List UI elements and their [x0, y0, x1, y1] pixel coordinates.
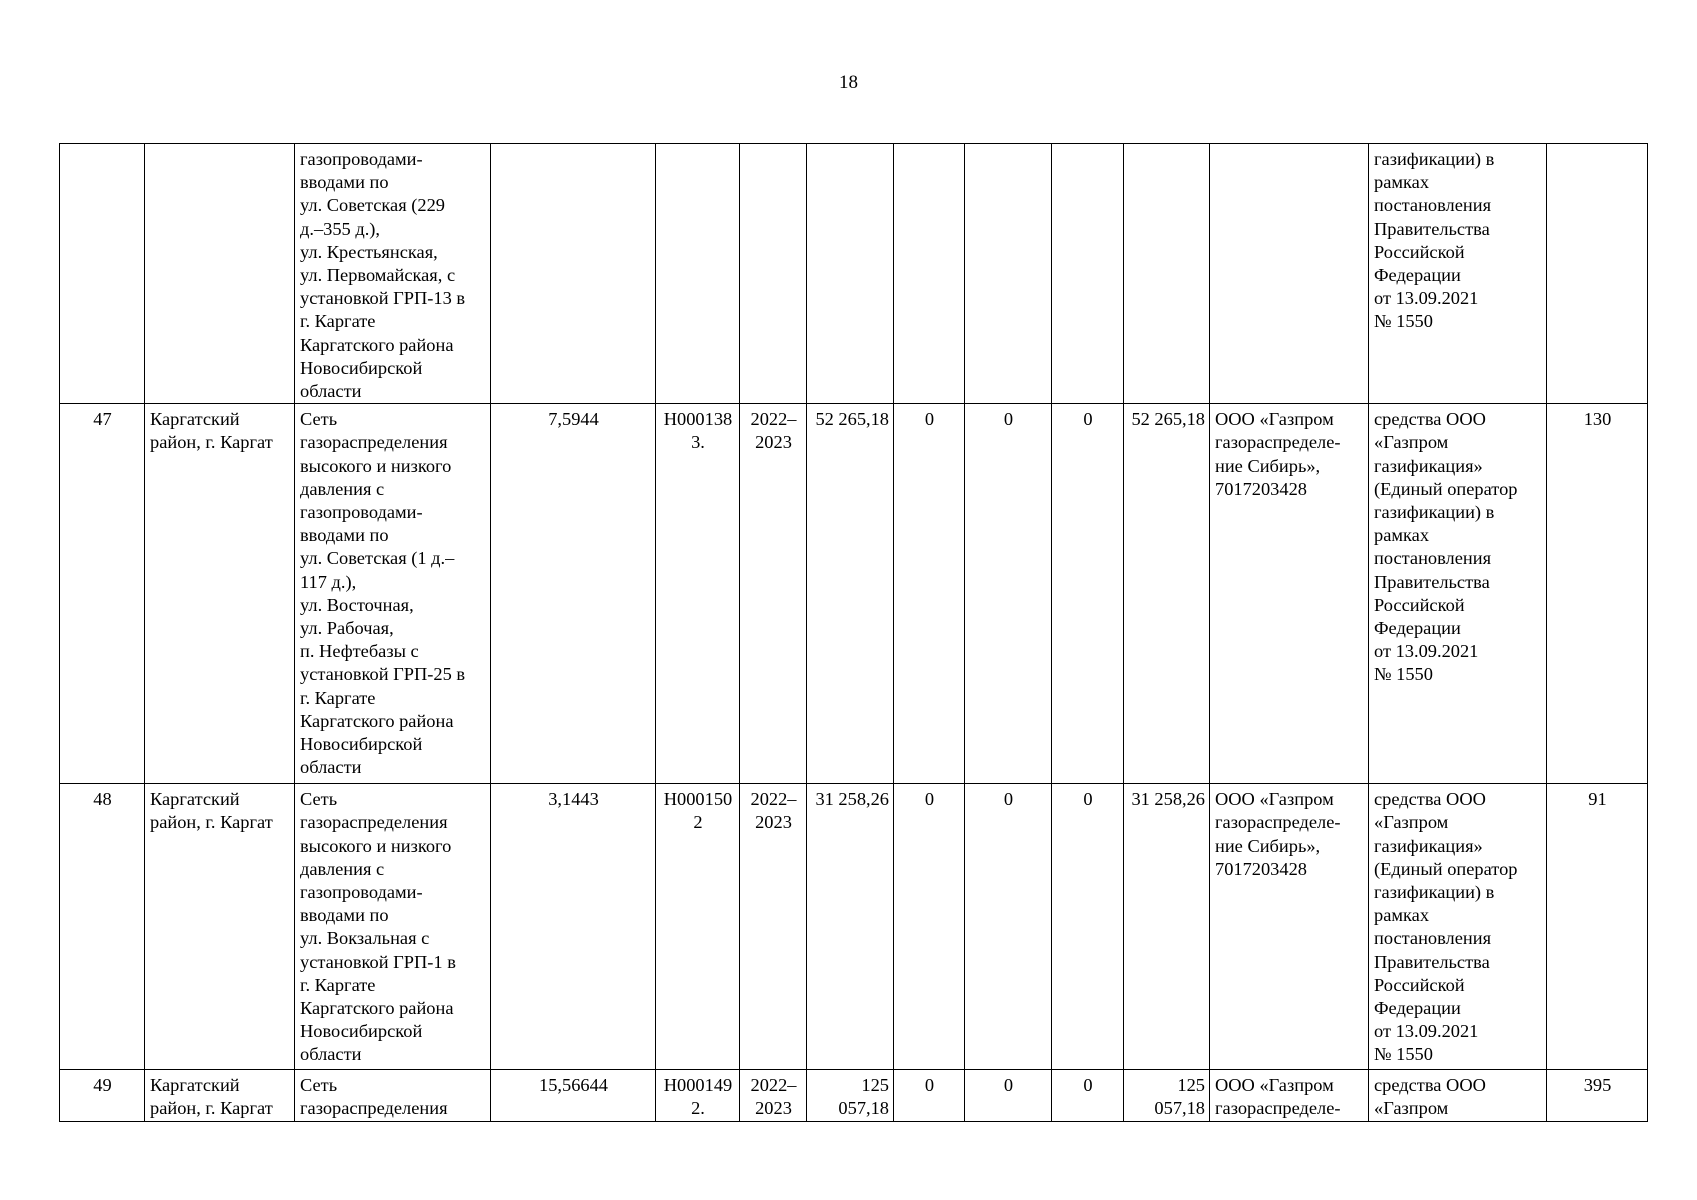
row-number-cell: 47 [60, 404, 145, 784]
page-number: 18 [839, 72, 858, 93]
table-row [60, 784, 1648, 1070]
gasification-table [59, 143, 1648, 1122]
district-cell: Каргатский район, г. Каргат [145, 1070, 295, 1122]
length-cell: 7,5944 [491, 404, 656, 784]
object-name-cell: Сеть газораспределения [295, 1070, 491, 1122]
value-cell-2: 0 [965, 784, 1052, 1070]
value-cell-4: 31 258,26 [1124, 784, 1210, 1070]
row-number-cell: 48 [60, 784, 145, 1070]
period-cell: 2022– 2023 [740, 1070, 807, 1122]
funding-source-cell: средства ООО «Газпром [1369, 1070, 1547, 1122]
length-cell [491, 144, 656, 404]
code-cell: Н000149 2. [656, 1070, 740, 1122]
object-name-cell: Сеть газораспределения высокого и низкого давления с газопроводами- вводами по ул. Вокзальная с установкой ГРП-1 в г. Каргате Каргатского района Новосибирской области [295, 784, 491, 1070]
operator-cell [1210, 144, 1369, 404]
row-number-cell: 49 [60, 1070, 145, 1122]
period-cell: 2022– 2023 [740, 784, 807, 1070]
object-name-cell: Сеть газораспределения высокого и низкого давления с газопроводами- вводами по ул. Советская (1 д.– 117 д.), ул. Восточная, ул. Рабочая, п. Нефтебазы с установкой ГРП-25 в г. Каргате Каргатского района Новосибирской области [295, 404, 491, 784]
value-cell-1: 0 [894, 1070, 965, 1122]
operator-cell: ООО «Газпром газораспределе- ние Сибирь», 7017203428 [1210, 784, 1369, 1070]
row-number-cell [60, 144, 145, 404]
value-cell-3: 0 [1052, 404, 1124, 784]
operator-cell: ООО «Газпром газораспределе- [1210, 1070, 1369, 1122]
district-cell: Каргатский район, г. Каргат [145, 784, 295, 1070]
total-cost-cell: 52 265,18 [807, 404, 894, 784]
table-row [60, 144, 1648, 404]
code-cell: Н000150 2 [656, 784, 740, 1070]
value-cell-3: 0 [1052, 784, 1124, 1070]
value-cell-2 [965, 144, 1052, 404]
code-cell [656, 144, 740, 404]
count-cell [1547, 144, 1648, 404]
total-cost-cell: 125 057,18 [807, 1070, 894, 1122]
count-cell: 91 [1547, 784, 1648, 1070]
count-cell: 395 [1547, 1070, 1648, 1122]
value-cell-2: 0 [965, 404, 1052, 784]
funding-source-cell: газификации) в рамках постановления Правительства Российской Федерации от 13.09.2021 № 1550 [1369, 144, 1547, 404]
length-cell: 3,1443 [491, 784, 656, 1070]
value-cell-3 [1052, 144, 1124, 404]
funding-source-cell: средства ООО «Газпром газификация» (Единый оператор газификации) в рамках постановления Правительства Российской Федерации от 13.09.2021 № 1550 [1369, 404, 1547, 784]
object-name-cell: газопроводами- вводами по ул. Советская (229 д.–355 д.), ул. Крестьянская, ул. Первомайская, с установкой ГРП-13 в г. Каргате Каргатского района Новосибирской области [295, 144, 491, 404]
period-cell: 2022– 2023 [740, 404, 807, 784]
table-row [60, 1070, 1648, 1122]
value-cell-4: 125 057,18 [1124, 1070, 1210, 1122]
value-cell-1: 0 [894, 404, 965, 784]
operator-cell: ООО «Газпром газораспределе- ние Сибирь», 7017203428 [1210, 404, 1369, 784]
value-cell-4 [1124, 144, 1210, 404]
value-cell-4: 52 265,18 [1124, 404, 1210, 784]
code-cell: Н000138 3. [656, 404, 740, 784]
funding-source-cell: средства ООО «Газпром газификация» (Единый оператор газификации) в рамках постановления Правительства Российской Федерации от 13.09.2021 № 1550 [1369, 784, 1547, 1070]
count-cell: 130 [1547, 404, 1648, 784]
period-cell [740, 144, 807, 404]
value-cell-3: 0 [1052, 1070, 1124, 1122]
value-cell-2: 0 [965, 1070, 1052, 1122]
district-cell [145, 144, 295, 404]
total-cost-cell: 31 258,26 [807, 784, 894, 1070]
length-cell: 15,56644 [491, 1070, 656, 1122]
value-cell-1: 0 [894, 784, 965, 1070]
district-cell: Каргатский район, г. Каргат [145, 404, 295, 784]
total-cost-cell [807, 144, 894, 404]
value-cell-1 [894, 144, 965, 404]
table-row [60, 404, 1648, 784]
